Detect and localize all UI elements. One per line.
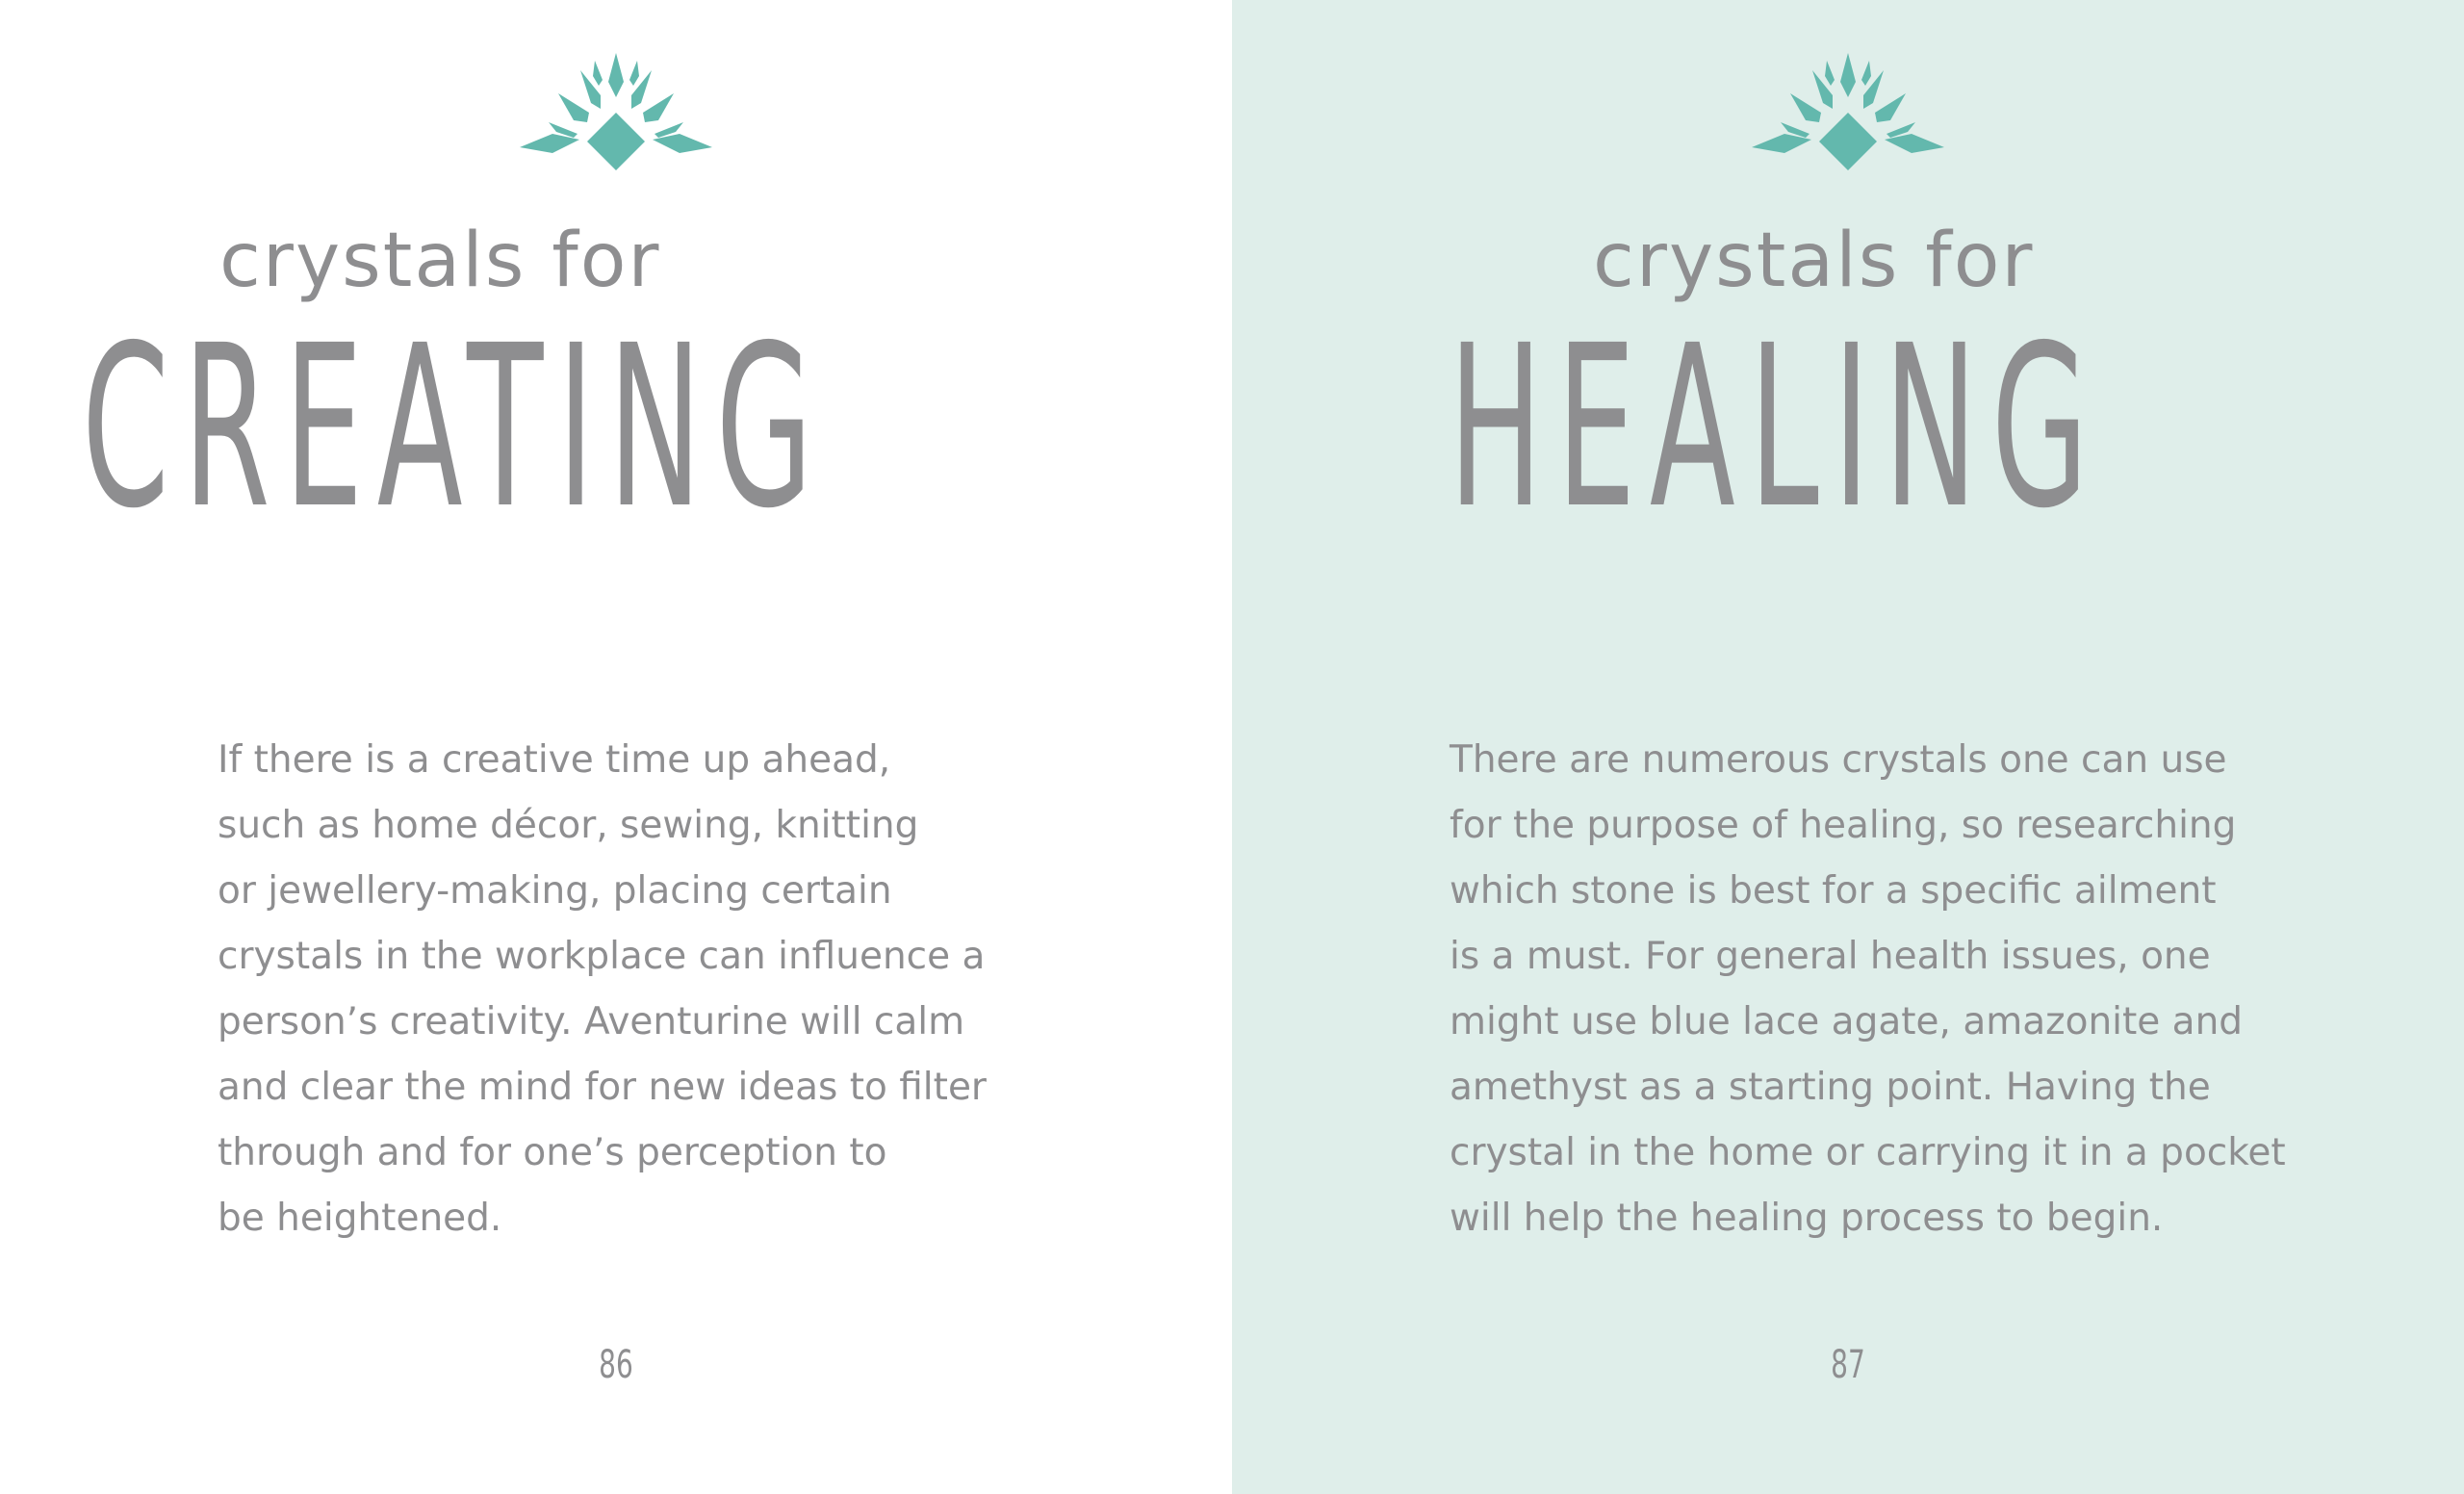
body-line: might use blue lace agate, amazonite and xyxy=(1450,1000,2244,1043)
body-line: person’s creativity. Aventurine will calm xyxy=(218,1000,965,1043)
body-line: such as home décor, sewing, knitting xyxy=(218,804,919,847)
body-line: If there is a creative time up ahead, xyxy=(218,738,891,782)
right-page xyxy=(1232,0,2464,1494)
body-line: be heightened. xyxy=(218,1197,502,1240)
crystal-lotus-icon xyxy=(1752,53,1944,178)
body-line: for the purpose of healing, so researching xyxy=(1450,804,2237,847)
heading-title: CREATING xyxy=(82,297,827,557)
page-number: 86 xyxy=(599,1343,633,1387)
body-line: through and for one’s perception to xyxy=(218,1131,887,1174)
body-line: or jewellery-making, placing certain xyxy=(218,869,892,913)
heading-title: HEALING xyxy=(1449,297,2103,557)
body-line: which stone is best for a specific ailment xyxy=(1450,869,2217,913)
body-line: crystals in the workplace can influence a xyxy=(218,935,986,978)
body-line: amethyst as a starting point. Having the xyxy=(1450,1066,2211,1109)
body-line: There are numerous crystals one can use xyxy=(1450,738,2227,782)
body-line: will help the healing process to begin. xyxy=(1450,1197,2164,1240)
body-line: crystal in the home or carrying it in a pocket xyxy=(1450,1131,2286,1174)
body-line: and clear the mind for new ideas to filter xyxy=(218,1066,987,1109)
page-number: 87 xyxy=(1831,1343,1865,1387)
heading-kicker: crystals for xyxy=(219,218,661,304)
body-text xyxy=(1450,728,2316,1251)
body-line: is a must. For general health issues, one xyxy=(1450,935,2211,978)
heading-kicker: crystals for xyxy=(1593,218,2035,304)
body-text xyxy=(218,728,1084,1251)
crystal-lotus-icon xyxy=(520,53,712,178)
